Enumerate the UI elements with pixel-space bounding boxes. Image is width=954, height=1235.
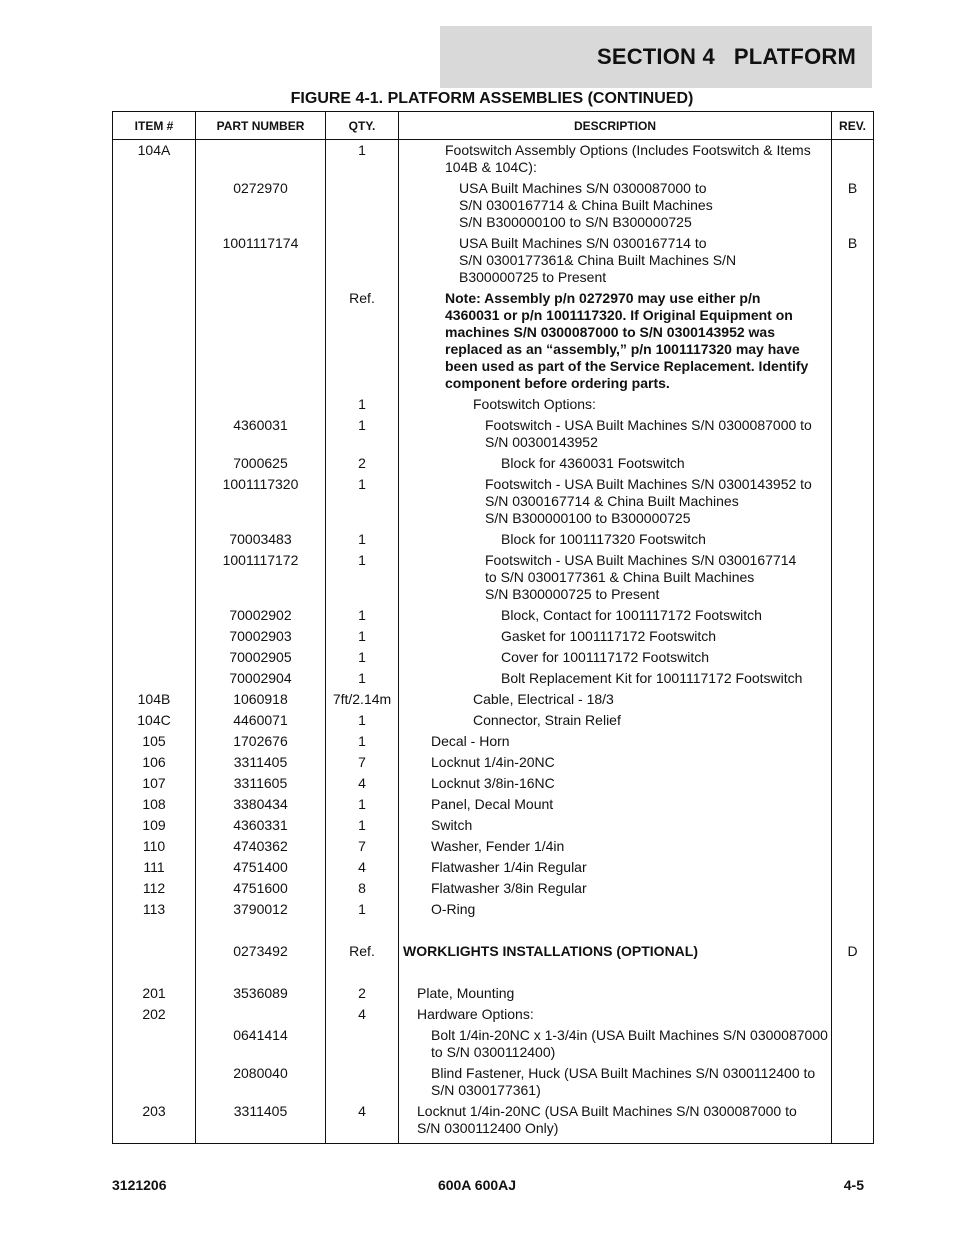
description-cell: Gasket for 1001117172 Footswitch [399, 626, 832, 647]
quantity-cell [326, 233, 399, 288]
quantity-cell: 1 [326, 647, 399, 668]
table-row [113, 529, 874, 550]
revision-cell [832, 668, 874, 689]
table-row [113, 1063, 874, 1101]
revision-cell [832, 140, 874, 179]
item-number-cell [113, 394, 196, 415]
table-row [113, 1025, 874, 1063]
description-cell: Bolt 1/4in-20NC x 1-3/4in (USA Built Machines S/N 0300087000 to S/N 0300112400) [399, 1025, 832, 1063]
quantity-cell: 4 [326, 857, 399, 878]
quantity-cell: 1 [326, 668, 399, 689]
revision-cell [832, 550, 874, 605]
description-cell: O-Ring [399, 899, 832, 920]
item-number-cell: 106 [113, 752, 196, 773]
revision-cell [832, 752, 874, 773]
part-number-cell: 3790012 [196, 899, 326, 920]
part-number-cell: 1001117320 [196, 474, 326, 529]
description-cell: Plate, Mounting [399, 983, 832, 1004]
revision-cell [832, 815, 874, 836]
table-filler-row [113, 1139, 874, 1144]
revision-cell [832, 288, 874, 394]
item-number-cell [113, 605, 196, 626]
part-number-cell: 3311605 [196, 773, 326, 794]
item-number-cell: 105 [113, 731, 196, 752]
table-row [113, 550, 874, 605]
quantity-cell: 8 [326, 878, 399, 899]
revision-cell [832, 731, 874, 752]
quantity-cell: 1 [326, 794, 399, 815]
table-row [113, 731, 874, 752]
table-row [113, 394, 874, 415]
revision-cell: B [832, 178, 874, 233]
footer-document-number: 3121206 [112, 1177, 167, 1193]
item-number-cell: 108 [113, 794, 196, 815]
description-cell: Switch [399, 815, 832, 836]
revision-cell [832, 474, 874, 529]
description-cell: Locknut 3/8in-16NC [399, 773, 832, 794]
quantity-cell: 1 [326, 474, 399, 529]
table-row [113, 836, 874, 857]
item-number-cell [113, 474, 196, 529]
description-cell: Locknut 1/4in-20NC (USA Built Machines S/N 0300087000 to S/N 0300112400 Only) [399, 1101, 832, 1139]
part-number-cell [196, 140, 326, 179]
quantity-cell: 2 [326, 453, 399, 474]
table-row [113, 857, 874, 878]
table-row [113, 878, 874, 899]
item-number-cell: 203 [113, 1101, 196, 1139]
table-header-row [113, 112, 874, 140]
empty-cell [326, 1139, 399, 1144]
item-number-cell [113, 668, 196, 689]
description-cell [399, 920, 832, 941]
empty-cell [196, 1139, 326, 1144]
quantity-cell: 1 [326, 626, 399, 647]
quantity-cell: Ref. [326, 941, 399, 962]
description-cell: Connector, Strain Relief [399, 710, 832, 731]
quantity-cell: 7 [326, 752, 399, 773]
quantity-cell: 7ft/2.14m [326, 689, 399, 710]
revision-cell [832, 605, 874, 626]
revision-cell [832, 983, 874, 1004]
part-number-cell: 4751600 [196, 878, 326, 899]
item-number-cell: 104C [113, 710, 196, 731]
revision-cell [832, 710, 874, 731]
column-header-part-number: PART NUMBER [196, 112, 326, 140]
section-title: SECTION 4 PLATFORM [596, 44, 856, 69]
column-header-description: DESCRIPTION [399, 112, 832, 140]
item-number-cell [113, 415, 196, 453]
part-number-cell [196, 288, 326, 394]
table-row [113, 899, 874, 920]
column-header-qty: QTY. [326, 112, 399, 140]
table-row [113, 605, 874, 626]
table-row [113, 647, 874, 668]
item-number-cell: 104B [113, 689, 196, 710]
table-row [113, 752, 874, 773]
item-number-cell [113, 941, 196, 962]
quantity-cell [326, 1063, 399, 1101]
item-number-cell: 201 [113, 983, 196, 1004]
table-row [113, 710, 874, 731]
description-cell [399, 962, 832, 983]
part-number-cell: 4360031 [196, 415, 326, 453]
quantity-cell [326, 178, 399, 233]
item-number-cell: 107 [113, 773, 196, 794]
item-number-cell: 109 [113, 815, 196, 836]
quantity-cell: 2 [326, 983, 399, 1004]
description-cell: Locknut 1/4in-20NC [399, 752, 832, 773]
description-cell: Flatwasher 3/8in Regular [399, 878, 832, 899]
table-row [113, 178, 874, 233]
revision-cell [832, 878, 874, 899]
description-cell: Footswitch - USA Built Machines S/N 0300087000 to S/N 00300143952 [399, 415, 832, 453]
quantity-cell [326, 1025, 399, 1063]
item-number-cell [113, 647, 196, 668]
description-cell: Washer, Fender 1/4in [399, 836, 832, 857]
quantity-cell: 1 [326, 815, 399, 836]
table-row [113, 962, 874, 983]
part-number-cell: 70002902 [196, 605, 326, 626]
table-row [113, 415, 874, 453]
revision-cell [832, 1063, 874, 1101]
item-number-cell [113, 453, 196, 474]
table-row [113, 941, 874, 962]
revision-cell [832, 1025, 874, 1063]
description-cell: Note: Assembly p/n 0272970 may use either p/n 4360031 or p/n 1001117320. If Original Equipment on machines S/N 0300087000 to S/N 0300143952 was replaced as an “assembly,” p/n 1001117320 may have been used as part of the Service Replacement. Identify component before ordering parts. [399, 288, 832, 394]
quantity-cell: 1 [326, 731, 399, 752]
item-number-cell [113, 1025, 196, 1063]
description-cell: Block for 1001117320 Footswitch [399, 529, 832, 550]
part-number-cell [196, 1004, 326, 1025]
part-number-cell: 7000625 [196, 453, 326, 474]
description-cell: Footswitch Assembly Options (Includes Footswitch & Items 104B & 104C): [399, 140, 832, 179]
part-number-cell: 0273492 [196, 941, 326, 962]
table-row [113, 773, 874, 794]
quantity-cell: 1 [326, 550, 399, 605]
revision-cell [832, 899, 874, 920]
item-number-cell [113, 529, 196, 550]
quantity-cell: 4 [326, 1101, 399, 1139]
description-cell: Cover for 1001117172 Footswitch [399, 647, 832, 668]
table-body [113, 140, 874, 1144]
part-number-cell: 1001117174 [196, 233, 326, 288]
item-number-cell [113, 920, 196, 941]
table-row [113, 453, 874, 474]
item-number-cell [113, 288, 196, 394]
item-number-cell [113, 962, 196, 983]
table-row [113, 288, 874, 394]
table-row [113, 920, 874, 941]
description-cell: Blind Fastener, Huck (USA Built Machines S/N 0300112400 to S/N 0300177361) [399, 1063, 832, 1101]
description-cell: Block for 4360031 Footswitch [399, 453, 832, 474]
table-row [113, 689, 874, 710]
item-number-cell [113, 550, 196, 605]
description-cell: Bolt Replacement Kit for 1001117172 Footswitch [399, 668, 832, 689]
description-cell: Footswitch - USA Built Machines S/N 0300167714 to S/N 0300177361 & China Built Machines S/N B300000725 to Present [399, 550, 832, 605]
item-number-cell [113, 178, 196, 233]
part-number-cell: 2080040 [196, 1063, 326, 1101]
table-row [113, 140, 874, 179]
revision-cell [832, 1004, 874, 1025]
revision-cell [832, 529, 874, 550]
part-number-cell: 70002905 [196, 647, 326, 668]
quantity-cell: 1 [326, 529, 399, 550]
part-number-cell: 3536089 [196, 983, 326, 1004]
column-header-item: ITEM # [113, 112, 196, 140]
empty-cell [832, 1139, 874, 1144]
quantity-cell [326, 920, 399, 941]
part-number-cell: 4460071 [196, 710, 326, 731]
table-row [113, 983, 874, 1004]
item-number-cell: 104A [113, 140, 196, 179]
footer-model: 600A 600AJ [437, 1177, 517, 1193]
part-number-cell: 4740362 [196, 836, 326, 857]
empty-cell [113, 1139, 196, 1144]
empty-cell [399, 1139, 832, 1144]
part-number-cell: 3311405 [196, 752, 326, 773]
revision-cell [832, 857, 874, 878]
part-number-cell: 70002903 [196, 626, 326, 647]
figure-title: FIGURE 4-1. PLATFORM ASSEMBLIES (CONTINUED) [290, 90, 694, 107]
table-row [113, 815, 874, 836]
part-number-cell: 3311405 [196, 1101, 326, 1139]
table-row [113, 668, 874, 689]
table-row [113, 474, 874, 529]
column-header-rev: REV. [832, 112, 874, 140]
part-number-cell: 0272970 [196, 178, 326, 233]
revision-cell [832, 453, 874, 474]
part-number-cell [196, 962, 326, 983]
table-row [113, 794, 874, 815]
part-number-cell: 4360331 [196, 815, 326, 836]
description-cell: Panel, Decal Mount [399, 794, 832, 815]
revision-cell [832, 626, 874, 647]
part-number-cell: 4751400 [196, 857, 326, 878]
part-number-cell [196, 394, 326, 415]
item-number-cell: 110 [113, 836, 196, 857]
part-number-cell: 70003483 [196, 529, 326, 550]
description-cell: USA Built Machines S/N 0300167714 to S/N 0300177361& China Built Machines S/N B300000725 to Present [399, 233, 832, 288]
revision-cell [832, 415, 874, 453]
quantity-cell: 1 [326, 415, 399, 453]
item-number-cell: 202 [113, 1004, 196, 1025]
part-number-cell: 1702676 [196, 731, 326, 752]
quantity-cell [326, 962, 399, 983]
footer-page-number: 4-5 [843, 1177, 864, 1193]
part-number-cell: 1001117172 [196, 550, 326, 605]
quantity-cell: 4 [326, 773, 399, 794]
table-row [113, 233, 874, 288]
revision-cell: B [832, 233, 874, 288]
table-row [113, 1004, 874, 1025]
part-number-cell [196, 920, 326, 941]
quantity-cell: Ref. [326, 288, 399, 394]
item-number-cell [113, 626, 196, 647]
description-cell: Flatwasher 1/4in Regular [399, 857, 832, 878]
revision-cell [832, 1101, 874, 1139]
item-number-cell: 111 [113, 857, 196, 878]
quantity-cell: 1 [326, 899, 399, 920]
part-number-cell: 3380434 [196, 794, 326, 815]
item-number-cell: 112 [113, 878, 196, 899]
quantity-cell: 7 [326, 836, 399, 857]
revision-cell [832, 920, 874, 941]
revision-cell [832, 689, 874, 710]
description-cell: Block, Contact for 1001117172 Footswitch [399, 605, 832, 626]
part-number-cell: 0641414 [196, 1025, 326, 1063]
revision-cell [832, 836, 874, 857]
quantity-cell: 1 [326, 394, 399, 415]
item-number-cell [113, 233, 196, 288]
section-header [440, 26, 872, 88]
part-number-cell: 1060918 [196, 689, 326, 710]
revision-cell [832, 962, 874, 983]
table-row [113, 1101, 874, 1139]
revision-cell [832, 794, 874, 815]
part-number-cell: 70002904 [196, 668, 326, 689]
description-cell: Decal - Horn [399, 731, 832, 752]
item-number-cell [113, 1063, 196, 1101]
description-cell: Footswitch - USA Built Machines S/N 0300143952 to S/N 0300167714 & China Built Machines S/N B300000100 to B300000725 [399, 474, 832, 529]
table-row [113, 626, 874, 647]
revision-cell [832, 647, 874, 668]
description-cell: Hardware Options: [399, 1004, 832, 1025]
description-cell: Footswitch Options: [399, 394, 832, 415]
item-number-cell: 113 [113, 899, 196, 920]
description-cell: Cable, Electrical - 18/3 [399, 689, 832, 710]
description-cell: USA Built Machines S/N 0300087000 to S/N 0300167714 & China Built Machines S/N B300000100 to S/N B300000725 [399, 178, 832, 233]
quantity-cell: 1 [326, 605, 399, 626]
revision-cell [832, 394, 874, 415]
parts-table [112, 111, 874, 1144]
quantity-cell: 4 [326, 1004, 399, 1025]
quantity-cell: 1 [326, 140, 399, 179]
quantity-cell: 1 [326, 710, 399, 731]
revision-cell: D [832, 941, 874, 962]
description-cell: WORKLIGHTS INSTALLATIONS (OPTIONAL) [399, 941, 832, 962]
revision-cell [832, 773, 874, 794]
